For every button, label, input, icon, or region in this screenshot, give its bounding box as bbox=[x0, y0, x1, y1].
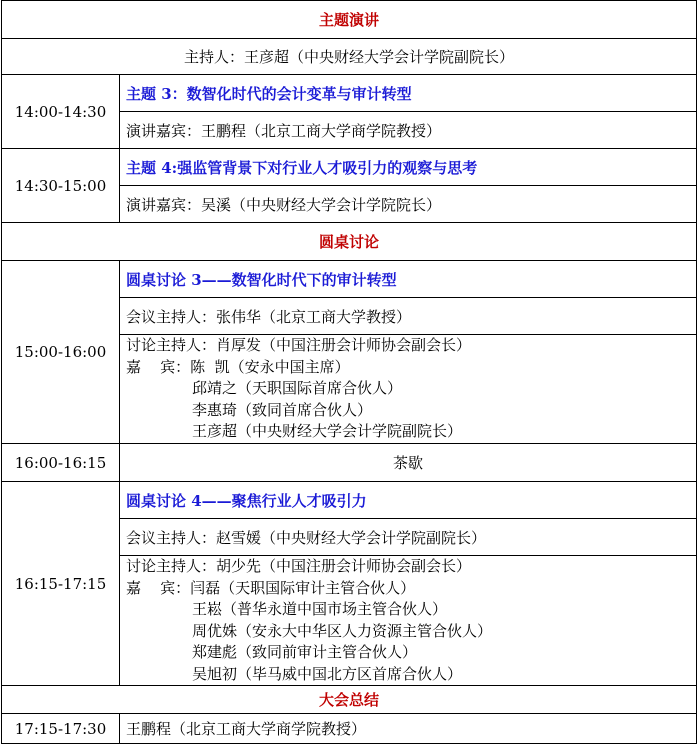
roundtable-topic-row bbox=[2, 482, 697, 519]
tea-break-label: 茶歇 bbox=[120, 444, 697, 482]
keynote-session-row bbox=[2, 75, 697, 112]
closing-row bbox=[2, 714, 697, 744]
panel-guest: 李惠琦（致同首席合伙人） bbox=[192, 400, 373, 419]
panel-moderator: 讨论主持人：胡少先（中国注册会计师协会副会长） bbox=[126, 557, 472, 575]
panel-guest: 邱靖之（天职国际首席合伙人） bbox=[192, 379, 403, 398]
agenda-table bbox=[1, 0, 697, 744]
session-time: 15:00-16:00 bbox=[2, 261, 120, 444]
session-time: 16:15-17:15 bbox=[2, 482, 120, 686]
panel-guest: 王崧（普华永道中国市场主管合伙人） bbox=[192, 600, 448, 618]
panel-guest: 王彦超（中央财经大学会计学院副院长） bbox=[192, 422, 463, 441]
roundtable-topic-row bbox=[2, 261, 697, 298]
session-time: 14:30-15:00 bbox=[2, 149, 120, 223]
session-host: 会议主持人：赵雪媛（中央财经大学会计学院副院长） bbox=[120, 519, 697, 556]
section-title-closing: 大会总结 bbox=[2, 686, 697, 714]
section-row-keynote bbox=[2, 1, 697, 39]
session-topic: 圆桌讨论 4——聚焦行业人才吸引力 bbox=[120, 482, 697, 519]
session-host: 会议主持人：张伟华（北京工商大学教授） bbox=[120, 298, 697, 335]
panel-guest-first bbox=[126, 357, 696, 379]
closing-speaker: 王鹏程（北京工商大学商学院教授） bbox=[120, 714, 697, 744]
session-time: 14:00-14:30 bbox=[2, 75, 120, 149]
guests-label: 嘉 宾： bbox=[126, 357, 191, 376]
panel-guest: 闫磊（天职国际审计主管合伙人） bbox=[190, 578, 416, 597]
panel-guest: 陈 凯（安永中国主席） bbox=[190, 357, 350, 376]
panel-guest: 周优姝（安永大中华区人力资源主管合伙人） bbox=[192, 621, 493, 640]
session-speaker: 演讲嘉宾：吴溪（中央财经大学会计学院院长） bbox=[120, 186, 697, 223]
guests-label: 嘉 宾： bbox=[126, 578, 191, 597]
section-row-roundtable bbox=[2, 223, 697, 261]
panel-guest: 郑建彪（致同前审计主管合伙人） bbox=[192, 643, 418, 661]
session-topic: 圆桌讨论 3——数智化时代下的审计转型 bbox=[120, 261, 697, 298]
keynote-session-row bbox=[2, 149, 697, 186]
session-time: 17:15-17:30 bbox=[2, 714, 120, 744]
session-speaker: 演讲嘉宾：王鹏程（北京工商大学商学院教授） bbox=[120, 112, 697, 149]
tea-break-row bbox=[2, 444, 697, 482]
keynote-host: 主持人：王彦超（中央财经大学会计学院副院长） bbox=[2, 39, 697, 75]
panel-list bbox=[120, 335, 697, 444]
panel-list bbox=[120, 556, 697, 686]
panel-moderator: 讨论主持人：肖厚发（中国注册会计师协会副会长） bbox=[126, 336, 472, 355]
session-time: 16:00-16:15 bbox=[2, 444, 120, 482]
session-topic: 主题 4:强监管背景下对行业人才吸引力的观察与思考 bbox=[120, 149, 697, 186]
keynote-host-row bbox=[2, 39, 697, 75]
panel-guest-first bbox=[126, 578, 696, 600]
section-row-closing bbox=[2, 686, 697, 714]
panel-guest: 吴旭初（毕马威中国北方区首席合伙人） bbox=[192, 664, 463, 683]
section-title-keynote: 主题演讲 bbox=[2, 1, 697, 39]
section-title-roundtable: 圆桌讨论 bbox=[2, 223, 697, 261]
session-topic: 主题 3：数智化时代的会计变革与审计转型 bbox=[120, 75, 697, 112]
